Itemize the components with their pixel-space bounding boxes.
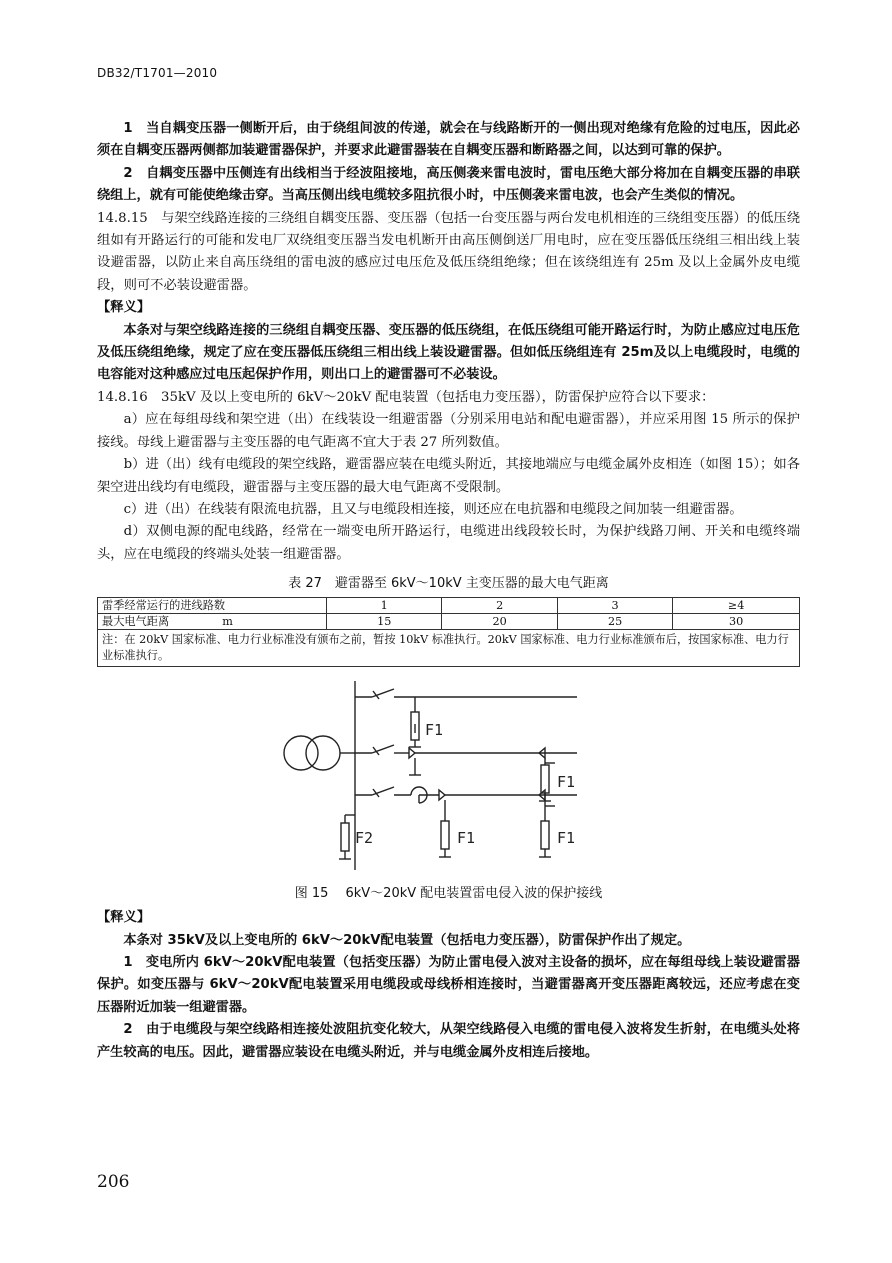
table-cell-label: 雷季经常运行的进线路数 xyxy=(98,598,327,614)
cable-head-2a xyxy=(409,748,415,758)
document-code: DB32/T1701—2010 xyxy=(97,66,218,80)
label-f1-feeder1: F1 xyxy=(425,721,444,740)
table-row xyxy=(98,630,800,667)
table-cell: 20 xyxy=(442,614,557,630)
explain-14-8-15: 本条对与架空线路连接的三绕组自耦变压器、变压器的低压绕组，在低压绕组可能开路运行时，为防止感应过电压危及低压绕组绝缘，规定了应在变压器低压绕组三相出线上装设避雷器。但如低压绕组连有 25m及以上电缆段时，电缆的电容能对这种感应过电压起保护作用，则出口上的避雷器可不必装设。 xyxy=(97,322,800,383)
table-27 xyxy=(97,597,800,667)
explain-label: 【释义】 xyxy=(97,300,151,316)
table-cell: 1 xyxy=(327,598,442,614)
clause-item-a: a）应在每组母线和架空进（出）在线装设一组避雷器（分别采用电站和配电避雷器），并应采用图 15 所示的保护接线。母线上避雷器与主变压器的电气距离不宜大于表 27 所列数值。 xyxy=(97,412,800,450)
table-cell: 2 xyxy=(442,598,557,614)
arrester-f1d xyxy=(541,821,549,849)
label-f1-feeder2: F1 xyxy=(557,773,576,792)
cable-head-3a xyxy=(439,790,445,800)
distance-unit: m xyxy=(222,614,233,628)
clause-item-b: b）进（出）线有电缆段的架空线路，避雷器应装在电缆头附近，其接地端应与电缆金属外皮相连（如图 15）；如各架空进出线均有电缆段，避雷器与主变压器的最大电气距离不受限制。 xyxy=(97,457,800,495)
clause-14-8-15: 14.8.15 与架空线路连接的三绕组自耦变压器、变压器（包括一台变压器与两台发电机相连的三绕组变压器）的低压绕组如有开路运行的可能和发电厂双绕组变压器当发电机断开由高压侧倒送厂用电时，应在变压器低压绕组三相出线上装设避雷器，以防止来自高压绕组的雷电波的感应过电压危及低压绕组绝缘；但在该绕组连有 25m 及以上金属外皮电缆段，则可不必装设避雷器。 xyxy=(97,210,800,293)
arrester-f1b xyxy=(541,765,549,793)
table-cell: 30 xyxy=(673,614,800,630)
table-27-caption: 表 27 避雷器至 6kV～10kV 主变压器的最大电气距离 xyxy=(288,576,609,592)
clause-14-8-16: 14.8.16 35kV 及以上变电所的 6kV～20kV 配电装置（包括电力变压器），防雷保护应符合以下要求： xyxy=(97,389,715,405)
table-cell: 3 xyxy=(557,598,672,614)
paragraph-autotransformer-1: 1 当自耦变压器一侧断开后，由于绕组间波的传递，就会在与线路断开的一侧出现对绝缘有危险的过电压，因此必须在自耦变压器两侧都加装避雷器保护，并要求此避雷器装在自耦变压器和断路器之间，以达到可靠的保护。 xyxy=(97,121,800,159)
paragraph-autotransformer-2: 2 自耦变压器中压侧连有出线相当于经波阻接地，高压侧袭来雷电波时，雷电压绝大部分将加在自耦变压器的串联绕组上，就有可能使绝缘击穿。当高压侧出线电缆较多阻抗很小时，中压侧袭来雷电波，也会产生类似的情况。 xyxy=(97,165,800,204)
clause-item-d: d）双侧电源的配电线路，经常在一端变电所开路运行，电缆进出线段较长时，为保护线路刀闸、开关和电缆终端头，应在电缆段的终端头处装一组避雷器。 xyxy=(97,524,800,562)
label-f2: F2 xyxy=(355,829,374,848)
table-row xyxy=(98,614,800,630)
page-body xyxy=(97,118,800,1064)
table-cell: ≥4 xyxy=(673,598,800,614)
clause-item-c: c）进（出）在线装有限流电抗器，且又与电缆段相连接，则还应在电抗器和电缆段之间加装一组避雷器。 xyxy=(123,501,743,517)
label-f1-feeder3a: F1 xyxy=(457,829,476,848)
table-cell: 25 xyxy=(557,614,672,630)
table-cell: 15 xyxy=(327,614,442,630)
arrester-f2 xyxy=(341,823,349,851)
table-note: 注：在 20kV 国家标准、电力行业标准没有颁布之前，暂按 10kV 标准执行。20kV 国家标准、电力行业标准颁布后，按国家标准、电力行业标准执行。 xyxy=(98,630,800,667)
label-f1-feeder3b: F1 xyxy=(557,829,576,848)
explain2-point-1: 1 变电所内 6kV～20kV配电装置（包括变压器）为防止雷电侵入波对主设备的损坏，应在每组母线上装设避雷器保护。如变压器与 6kV～20kV配电装置采用电缆段或母线桥相连接时，当避雷器离开变压器距离较远，还应考虑在变压器附近加装一组避雷器。 xyxy=(97,954,800,1015)
distance-label: 最大电气距离 xyxy=(102,614,170,628)
table-row xyxy=(98,598,800,614)
explain2-intro: 本条对 35kV及以上变电所的 6kV～20kV配电装置（包括电力变压器），防雷保护作出了规定。 xyxy=(123,932,691,948)
arrester-f1c xyxy=(441,821,449,849)
explain2-point-2: 2 由于电缆段与架空线路相连接处波阻抗变化较大，从架空线路侵入电缆的雷电侵入波将发生折射，在电缆头处将产生较高的电压。因此，避雷器应装设在电缆头附近，并与电缆金属外皮相连后接地。 xyxy=(97,1022,800,1060)
explain-label-2: 【释义】 xyxy=(97,910,151,926)
transformer-winding-2 xyxy=(306,736,340,770)
figure-15-caption: 图 15 6kV～20kV 配电装置雷电侵入波的保护接线 xyxy=(294,886,603,902)
figure-15-diagram xyxy=(97,675,800,880)
transformer-winding-1 xyxy=(284,736,318,770)
page-number: 206 xyxy=(97,1172,130,1192)
table-cell-label xyxy=(98,614,327,630)
